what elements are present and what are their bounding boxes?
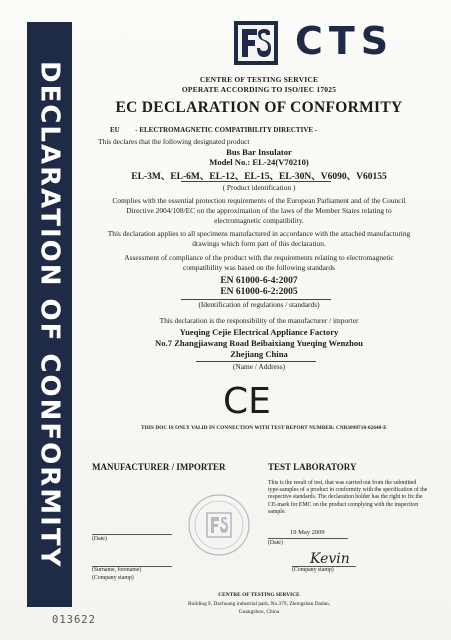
compliance-line-5: drawings which form part of this declaration. <box>192 239 326 248</box>
sidebar-title: DECLARATION OF CONFORMITY <box>34 60 65 569</box>
directive-name: - ELECTROMAGNETIC COMPATIBILITY DIRECTIVE - <box>135 126 318 134</box>
serial-number: 013622 <box>52 614 96 626</box>
lab-date: 19 May 2009 <box>290 529 325 536</box>
footer-address-2: Guangzhou, China <box>238 609 280 615</box>
sidebar-banner <box>27 22 72 607</box>
product-intro: This declares that the following designated product <box>98 137 250 146</box>
lab-date-caption: (Date) <box>268 540 283 546</box>
lab-date-line <box>268 538 348 539</box>
standard-2: EN 61000-6-2:2005 <box>220 287 298 297</box>
compliance-line-2: Directive 2004/108/EC on the approximation of the laws of the Member States relating to <box>126 206 392 215</box>
compliance-line-6: Assessment of compliance of the product with the requirements relating to electromagnetic <box>124 253 394 262</box>
manufacturer-name-caption: (Surname, forename) <box>92 567 142 573</box>
cts-logo <box>233 20 419 66</box>
org-name: CENTRE OF TESTING SERVICE <box>199 75 319 84</box>
validity-notice: THIS DOC IS ONLY VALID IN CONNECTION WITH TEST REPORT NUMBER: CNB3090710-02648-E <box>141 425 387 431</box>
lab-stamp-caption: (Company stamp) <box>292 567 334 573</box>
lab-paragraph: This is the result of test, that was carried out from the submitted type-samples of a product in conformity with the specification of the respective standards. The declaration holder has the right to fix the CE-mark for EMC on the product complying with the inspection sample. <box>268 480 428 515</box>
svg-text:Kevin: Kevin <box>310 551 350 567</box>
standards-caption: (Identification of regulations / standards) <box>198 300 320 309</box>
accreditation-line: OPERATE ACCORDING TO ISO/IEC 17025 <box>181 85 337 94</box>
product-model: Model No.: EL-24(V70210) <box>209 157 309 167</box>
directive-code: EU <box>110 126 120 134</box>
standard-1: EN 61000-6-4:2007 <box>220 276 298 286</box>
manufacturer-address-1: No.7 Zhangjiawang Road Beibaixiang Yueqing Wenzhou <box>155 338 363 348</box>
compliance-line-3: electromagnetic compatibility. <box>214 216 304 225</box>
product-name: Bus Bar Insulator <box>226 147 292 157</box>
manufacturer-stamp-caption: (Company stamp) <box>92 575 134 581</box>
manufacturer-heading: MANUFACTURER / IMPORTER <box>92 462 226 472</box>
manufacturer-name: Yueqing Cejie Electrical Appliance Factory <box>179 327 339 337</box>
manufacturer-address-2: Zhejiang China <box>230 349 288 359</box>
product-caption: ( Product identification ) <box>222 183 296 192</box>
compliance-line-4: This declaration applies to all specimens manufactured in accordance with the attached manufacturing <box>107 229 411 238</box>
cts-logo-icon <box>233 20 279 66</box>
compliance-line-1: Complies with the essential protection requirements of the European Parliament and of the Council <box>112 196 406 205</box>
lab-signature <box>306 548 360 568</box>
page-title: EC DECLARATION OF CONFORMITY <box>115 99 403 116</box>
product-variants: EL-3M、EL-6M、EL-12、EL-15、EL-30N、V6090、V60155 <box>131 172 387 182</box>
manufacturer-intro: This declaration is the responsibility of the manufacturer / importer <box>159 316 359 325</box>
footer-org: CENTRE OF TESTING SERVICE <box>218 592 300 598</box>
ce-mark-icon <box>219 382 275 418</box>
product-underline <box>181 181 331 182</box>
manufacturer-caption: (Name / Address) <box>232 362 286 371</box>
directive-line <box>110 126 317 134</box>
compliance-line-7: compatibility was based on the following standards <box>183 263 335 272</box>
footer-address-1: Building F, Dachuang industrial park, No.379, Zhongshan Dadao, <box>187 601 331 607</box>
cts-logo-text: CTS <box>295 19 395 63</box>
lab-heading: TEST LABORATORY <box>268 462 357 472</box>
manufacturer-date-caption: (Date) <box>92 536 107 542</box>
test-lab-stamp <box>186 492 252 558</box>
svg-text:CE: CE <box>223 382 271 418</box>
manufacturer-date-line <box>92 534 172 535</box>
